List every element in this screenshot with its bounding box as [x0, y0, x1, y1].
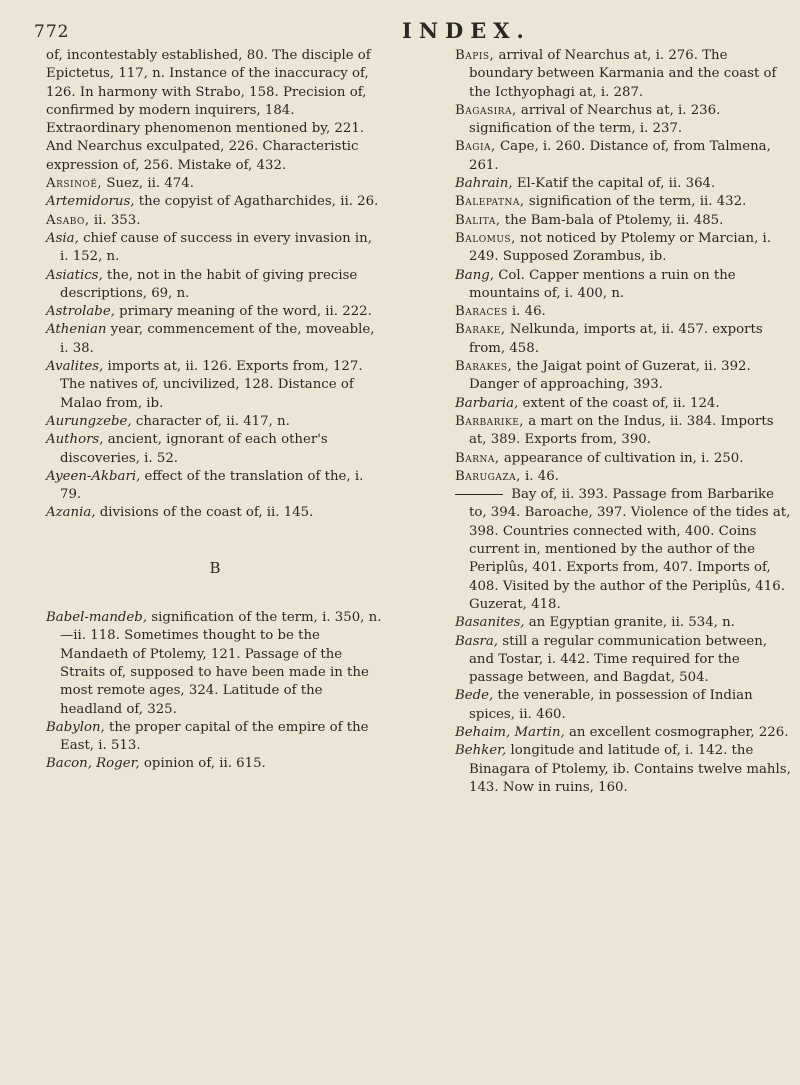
index-entry	[46, 303, 384, 321]
entry-headword: Balita,	[455, 212, 501, 228]
entry-text: effect of the translation of the, i. 79.	[60, 468, 364, 503]
entry-headword: Babel-mandeb,	[46, 610, 148, 626]
index-entry	[455, 724, 793, 742]
entry-text: still a regular communication between, and Tostar, i. 442. Time required for the passage between, and Bagdat, 504.	[469, 633, 768, 686]
index-entry	[46, 468, 384, 505]
index-entry	[455, 358, 793, 395]
entry-headword: Barakes,	[455, 359, 513, 375]
entry-headword: Barbaria,	[455, 395, 519, 411]
entry-headword: Athenian	[46, 322, 107, 338]
index-entry	[46, 212, 384, 230]
index-entry	[455, 47, 793, 102]
entry-text: imports at, ii. 126. Exports from, 127. The natives of, uncivilized, 128. Distance of Malao from, ib.	[60, 359, 363, 411]
index-entry	[46, 230, 384, 267]
index-entry	[455, 303, 793, 321]
entry-text: arrival of Nearchus at, i. 236. signification of the term, i. 237.	[469, 102, 721, 137]
entry-headword: Asiatics,	[46, 267, 103, 283]
entry-text: chief cause of success in every invasion in, i. 152, n.	[60, 230, 372, 265]
index-entry	[455, 395, 793, 413]
entry-headword: Azania,	[46, 505, 96, 521]
entry-headword: Bahrain,	[455, 176, 513, 192]
entry-headword: Bagasira,	[455, 102, 517, 118]
index-entry	[455, 230, 793, 267]
entry-text: the, not in the habit of giving precise descriptions, 69, n.	[60, 267, 358, 301]
index-entry	[455, 468, 793, 486]
entry-text: the venerable, in possession of Indian spices, ii. 460.	[469, 688, 753, 722]
entry-headword: Barugaza,	[455, 468, 521, 484]
section-letter: B	[209, 558, 221, 577]
index-entry	[46, 755, 384, 773]
entry-headword: Behaim, Martin,	[455, 724, 565, 740]
entry-headword: Asabo,	[46, 212, 90, 228]
running-head: INDEX.	[402, 18, 531, 43]
entry-text: i. 46.	[520, 468, 559, 484]
entry-text: signification of the term, i. 350, n.—ii. 118. Sometimes thought to be the Mandaeth of Ptolemy, 121. Passage of the Straits of, supposed to have been made in the most remote ages, 324. Latitude of the headland of, 325.	[60, 610, 382, 717]
entry-text: a mart on the Indus, ii. 384. Imports at, 389. Exports from, 390.	[469, 413, 774, 448]
index-entry-continuation	[46, 47, 384, 175]
entry-text: Cape, i. 260. Distance of, from Talmena, 261.	[469, 139, 771, 173]
entry-text: primary meaning of the word, ii. 222.	[114, 304, 372, 320]
entry-text: ancient, ignorant of each other's discoveries, i. 52.	[60, 432, 328, 466]
entry-headword: Asia,	[46, 230, 79, 246]
entry-headword: Bede,	[455, 688, 494, 704]
page-header	[0, 14, 800, 50]
entry-text: longitude and latitude of, i. 142. the Binagara of Ptolemy, ib. Contains twelve mahls, 143. Now in ruins, 160.	[469, 743, 791, 795]
index-entry	[46, 719, 384, 756]
right-column	[455, 47, 793, 797]
entry-text: Suez, ii. 474.	[102, 176, 194, 192]
index-entry	[455, 413, 793, 450]
entry-headword: Babylon,	[46, 719, 105, 735]
index-entry	[46, 175, 384, 193]
index-entry	[46, 609, 384, 719]
entry-headword: Barbarike,	[455, 413, 525, 429]
entry-text: year, commencement of the, moveable, i. 38.	[60, 322, 375, 356]
entry-headword: Balepatna,	[455, 194, 525, 210]
entry-text: Col. Capper mentions a ruin on the mountains of, i. 400, n.	[469, 267, 736, 301]
entry-text: signification of the term, ii. 432.	[524, 194, 747, 210]
entry-headword: Bapis,	[455, 48, 495, 63]
entry-headword: Bagia,	[455, 139, 496, 155]
entry-headword: Baraces	[455, 304, 508, 320]
entry-headword: Balomus,	[455, 230, 516, 246]
entry-text: the copyist of Agatharchides, ii. 26.	[134, 194, 379, 210]
entry-text: extent of the coast of, ii. 124.	[518, 395, 720, 411]
entry-text: Bay of, ii. 393. Passage from Barbarike to, 394. Baroache, 397. Violence of the tides at, 398. Countries connected with, 400. Coins current in, mentioned by the author of the Periplûs, 401. Exports from, 407. Imports of, 408. Visited by the author of the Periplûs, 416. Guzerat, 418.	[469, 487, 791, 612]
entry-headword: Ayeen-Akbari,	[46, 468, 141, 484]
index-entry	[455, 175, 793, 193]
index-subentry	[455, 486, 793, 614]
entry-text: the Jaigat point of Guzerat, ii. 392. Danger of approaching, 393.	[469, 359, 751, 393]
entry-headword: Aurungzebe,	[46, 413, 132, 429]
entry-text: appearance of cultivation in, i. 250.	[499, 450, 744, 466]
index-entry	[455, 450, 793, 468]
index-entry	[46, 321, 384, 358]
index-entry	[455, 614, 793, 632]
entry-headword: Arsinoë,	[46, 176, 103, 192]
entry-text: an Egyptian granite, ii. 534, n.	[524, 615, 735, 631]
entry-headword: Bang,	[455, 267, 495, 283]
index-entry	[455, 102, 793, 139]
left-column	[46, 47, 384, 774]
entry-text: divisions of the coast of, ii. 145.	[95, 505, 314, 521]
entry-text: El-Katif the capital of, ii. 364.	[512, 176, 716, 192]
entry-text: the Bam-bala of Ptolemy, ii. 485.	[500, 212, 724, 228]
entry-headword: Barake,	[455, 322, 506, 338]
index-entry	[455, 687, 793, 724]
index-entry	[455, 267, 793, 304]
index-entry	[455, 633, 793, 688]
index-entry	[455, 321, 793, 358]
entry-text: of, incontestably established, 80. The disciple of Epictetus, 117, n. Instance of the inaccuracy of, 126. In harmony with Strabo, 158. Precision of, confirmed by modern inquirers, 184. Extraordinary phenomenon mentioned by, 221. And Nearchus exculpated, 226. Characteristic expression of, 256. Mistake of, 432.	[46, 48, 371, 173]
entry-headword: Authors,	[46, 432, 104, 448]
entry-text: Nelkunda, imports at, ii. 457. exports from, 458.	[469, 322, 763, 356]
ditto-rule	[455, 494, 503, 495]
entry-headword: Avalites,	[46, 359, 104, 375]
index-entry	[46, 193, 384, 211]
index-entry	[46, 413, 384, 431]
index-entry	[455, 138, 793, 175]
entry-text: i. 46.	[507, 304, 546, 320]
entry-text: not noticed by Ptolemy or Marcian, i. 249. Supposed Zorambus, ib.	[469, 230, 772, 265]
index-entry	[46, 431, 384, 468]
index-entry	[46, 358, 384, 413]
entry-text: ii. 353.	[89, 212, 141, 228]
entry-text: the proper capital of the empire of the East, i. 513.	[60, 719, 369, 754]
entry-text: opinion of, ii. 615.	[139, 756, 266, 772]
entry-headword: Basra,	[455, 633, 499, 649]
index-entry	[46, 267, 384, 304]
entry-headword: Behker,	[455, 743, 507, 759]
entry-text: character of, ii. 417, n.	[131, 413, 290, 429]
page-number: 772	[34, 22, 70, 42]
entry-headword: Astrolabe,	[46, 304, 115, 320]
entry-headword: Basanites,	[455, 615, 525, 631]
index-entry	[455, 742, 793, 797]
entry-text: arrival of Nearchus at, i. 276. The boundary between Karmania and the coast of the Icthyophagi at, i. 287.	[469, 48, 777, 100]
index-entry	[46, 504, 384, 522]
entry-headword: Artemidorus,	[46, 194, 135, 210]
entry-headword: Bacon, Roger,	[46, 756, 140, 772]
entry-headword: Barna,	[455, 450, 500, 466]
entry-text: an excellent cosmographer, 226.	[564, 724, 789, 740]
index-entry	[455, 193, 793, 211]
index-entry	[455, 212, 793, 230]
